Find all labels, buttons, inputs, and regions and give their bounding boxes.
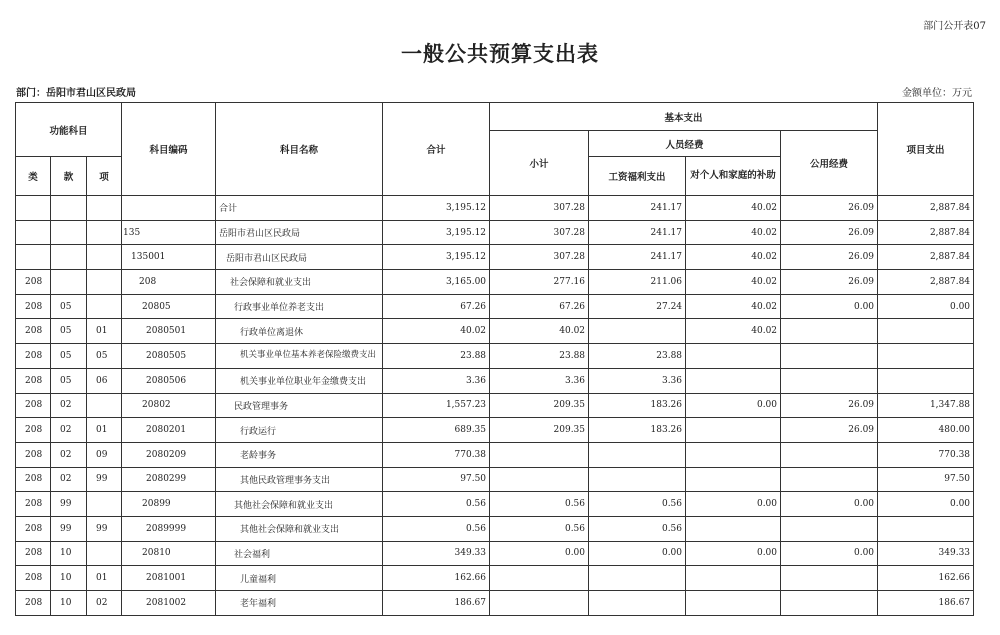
cell-total: 3,165.00 [383, 270, 490, 295]
cell-project: 1,347.88 [878, 393, 974, 418]
cell-xiang: 01 [87, 418, 122, 443]
cell-public: 26.09 [781, 418, 878, 443]
cell-subsidies: 40.02 [686, 270, 781, 295]
form-code: 部门公开表07 [923, 21, 986, 32]
cell-project: 186.67 [878, 591, 974, 616]
table-row [16, 220, 974, 245]
cell-wages: 183.26 [589, 393, 686, 418]
cell-public: 0.00 [781, 541, 878, 566]
header-basic: 基本支出 [490, 103, 878, 131]
header-personnel: 人员经费 [589, 131, 781, 157]
header-subtotal: 小计 [490, 131, 589, 196]
cell-name: 其他社会保障和就业支出 [216, 492, 383, 517]
table-row [16, 393, 974, 418]
cell-name: 岳阳市君山区民政局 [216, 245, 383, 270]
cell-project: 2,887.84 [878, 270, 974, 295]
cell-kuan: 05 [51, 368, 87, 393]
department-label: 部门：岳阳市君山区民政局 [16, 88, 136, 99]
cell-xiang [87, 245, 122, 270]
cell-project: 0.00 [878, 492, 974, 517]
cell-code: 20810 [122, 541, 216, 566]
cell-wages: 241.17 [589, 245, 686, 270]
cell-kuan: 05 [51, 319, 87, 344]
cell-subtotal: 3.36 [490, 368, 589, 393]
cell-total: 3.36 [383, 368, 490, 393]
header-project: 项目支出 [878, 103, 974, 196]
cell-wages [589, 442, 686, 467]
page-title: 一般公共预算支出表 [401, 42, 599, 66]
cell-kuan [51, 270, 87, 295]
table-row [16, 566, 974, 591]
cell-xiang [87, 220, 122, 245]
header-public: 公用经费 [781, 131, 878, 196]
cell-wages: 211.06 [589, 270, 686, 295]
cell-name: 老年福利 [216, 591, 383, 616]
cell-subsidies: 40.02 [686, 294, 781, 319]
cell-subtotal: 277.16 [490, 270, 589, 295]
cell-project: 2,887.84 [878, 196, 974, 221]
cell-code: 20802 [122, 393, 216, 418]
cell-kuan: 05 [51, 294, 87, 319]
cell-lei: 208 [16, 442, 51, 467]
cell-subtotal: 0.56 [490, 516, 589, 541]
cell-subsidies [686, 442, 781, 467]
cell-subtotal [490, 467, 589, 492]
cell-code: 20805 [122, 294, 216, 319]
cell-total: 97.50 [383, 467, 490, 492]
cell-kuan: 10 [51, 541, 87, 566]
cell-public: 26.09 [781, 270, 878, 295]
cell-code: 2081002 [122, 591, 216, 616]
cell-total: 162.66 [383, 566, 490, 591]
cell-subsidies: 40.02 [686, 245, 781, 270]
cell-total: 40.02 [383, 319, 490, 344]
cell-subsidies [686, 566, 781, 591]
cell-kuan [51, 245, 87, 270]
cell-subtotal [490, 591, 589, 616]
cell-wages: 3.36 [589, 368, 686, 393]
cell-public [781, 566, 878, 591]
cell-lei: 208 [16, 319, 51, 344]
cell-code: 2080201 [122, 418, 216, 443]
cell-lei [16, 245, 51, 270]
cell-code: 2080506 [122, 368, 216, 393]
expenditure-table [15, 102, 974, 616]
header-name: 科目名称 [216, 103, 383, 196]
cell-public: 26.09 [781, 196, 878, 221]
table-row [16, 294, 974, 319]
table-row [16, 270, 974, 295]
cell-project: 0.00 [878, 294, 974, 319]
table-row [16, 196, 974, 221]
cell-name: 社会福利 [216, 541, 383, 566]
cell-public [781, 368, 878, 393]
cell-name: 社会保障和就业支出 [216, 270, 383, 295]
table-row [16, 492, 974, 517]
cell-subsidies: 0.00 [686, 492, 781, 517]
cell-xiang: 01 [87, 319, 122, 344]
cell-lei: 208 [16, 393, 51, 418]
cell-code: 2081001 [122, 566, 216, 591]
header-total: 合计 [383, 103, 490, 196]
cell-code: 2080299 [122, 467, 216, 492]
cell-subtotal: 0.56 [490, 492, 589, 517]
cell-lei: 208 [16, 516, 51, 541]
cell-name: 儿童福利 [216, 566, 383, 591]
cell-xiang: 06 [87, 368, 122, 393]
cell-lei: 208 [16, 344, 51, 369]
cell-subsidies [686, 467, 781, 492]
cell-subtotal [490, 566, 589, 591]
cell-total: 1,557.23 [383, 393, 490, 418]
table-row [16, 319, 974, 344]
cell-project [878, 344, 974, 369]
cell-project [878, 368, 974, 393]
cell-kuan: 10 [51, 591, 87, 616]
cell-subsidies: 0.00 [686, 541, 781, 566]
cell-project [878, 516, 974, 541]
cell-xiang [87, 270, 122, 295]
cell-subsidies [686, 591, 781, 616]
cell-name: 机关事业单位基本养老保险缴费支出 [216, 344, 383, 369]
cell-public: 0.00 [781, 492, 878, 517]
cell-total: 67.26 [383, 294, 490, 319]
cell-subtotal: 307.28 [490, 245, 589, 270]
cell-name: 其他社会保障和就业支出 [216, 516, 383, 541]
cell-xiang: 01 [87, 566, 122, 591]
cell-wages [589, 591, 686, 616]
cell-kuan: 02 [51, 467, 87, 492]
cell-subsidies: 40.02 [686, 196, 781, 221]
cell-lei [16, 196, 51, 221]
cell-subsidies [686, 516, 781, 541]
cell-subsidies [686, 418, 781, 443]
table-row [16, 516, 974, 541]
cell-project: 480.00 [878, 418, 974, 443]
cell-xiang [87, 492, 122, 517]
header-xiang: 项 [87, 157, 122, 196]
table-row [16, 467, 974, 492]
cell-code: 2089999 [122, 516, 216, 541]
cell-xiang [87, 196, 122, 221]
cell-lei: 208 [16, 541, 51, 566]
cell-name: 岳阳市君山区民政局 [216, 220, 383, 245]
cell-kuan: 02 [51, 418, 87, 443]
cell-project: 349.33 [878, 541, 974, 566]
cell-total: 349.33 [383, 541, 490, 566]
cell-lei [16, 220, 51, 245]
cell-public: 26.09 [781, 220, 878, 245]
header-subsidies: 对个人和家庭的补助 [686, 157, 781, 196]
cell-code: 135 [122, 220, 216, 245]
cell-subtotal: 67.26 [490, 294, 589, 319]
cell-wages: 0.56 [589, 516, 686, 541]
cell-xiang [87, 294, 122, 319]
cell-wages: 27.24 [589, 294, 686, 319]
header-kuan: 款 [51, 157, 87, 196]
cell-lei: 208 [16, 368, 51, 393]
cell-lei: 208 [16, 418, 51, 443]
cell-project: 162.66 [878, 566, 974, 591]
cell-subtotal: 209.35 [490, 418, 589, 443]
cell-code [122, 196, 216, 221]
cell-xiang: 99 [87, 516, 122, 541]
cell-name: 民政管理事务 [216, 393, 383, 418]
header-func-subject: 功能科目 [16, 103, 122, 157]
cell-public [781, 591, 878, 616]
cell-subtotal: 307.28 [490, 196, 589, 221]
cell-code: 2080501 [122, 319, 216, 344]
cell-code: 2080209 [122, 442, 216, 467]
cell-total: 3,195.12 [383, 245, 490, 270]
table-row [16, 245, 974, 270]
cell-kuan: 05 [51, 344, 87, 369]
cell-subsidies: 40.02 [686, 220, 781, 245]
cell-total: 3,195.12 [383, 220, 490, 245]
cell-lei: 208 [16, 492, 51, 517]
cell-subsidies: 0.00 [686, 393, 781, 418]
cell-subtotal: 307.28 [490, 220, 589, 245]
table-row [16, 541, 974, 566]
cell-name: 行政事业单位养老支出 [216, 294, 383, 319]
cell-kuan [51, 220, 87, 245]
table-row [16, 368, 974, 393]
cell-subsidies [686, 368, 781, 393]
cell-subsidies [686, 344, 781, 369]
cell-total: 23.88 [383, 344, 490, 369]
cell-kuan: 10 [51, 566, 87, 591]
cell-total: 770.38 [383, 442, 490, 467]
cell-wages: 0.56 [589, 492, 686, 517]
cell-public [781, 442, 878, 467]
cell-total: 0.56 [383, 492, 490, 517]
cell-lei: 208 [16, 591, 51, 616]
table-row [16, 344, 974, 369]
cell-subtotal: 209.35 [490, 393, 589, 418]
cell-public [781, 467, 878, 492]
table-row [16, 442, 974, 467]
cell-public: 26.09 [781, 245, 878, 270]
cell-wages: 0.00 [589, 541, 686, 566]
cell-wages: 183.26 [589, 418, 686, 443]
cell-code: 2080505 [122, 344, 216, 369]
cell-project [878, 319, 974, 344]
cell-wages: 23.88 [589, 344, 686, 369]
cell-name: 行政运行 [216, 418, 383, 443]
cell-xiang: 09 [87, 442, 122, 467]
cell-code: 135001 [122, 245, 216, 270]
cell-xiang [87, 393, 122, 418]
cell-subtotal: 23.88 [490, 344, 589, 369]
cell-project: 2,887.84 [878, 220, 974, 245]
cell-subsidies: 40.02 [686, 319, 781, 344]
cell-name: 行政单位离退休 [216, 319, 383, 344]
cell-lei: 208 [16, 467, 51, 492]
cell-public: 0.00 [781, 294, 878, 319]
cell-kuan: 02 [51, 442, 87, 467]
cell-xiang: 05 [87, 344, 122, 369]
cell-total: 0.56 [383, 516, 490, 541]
cell-subtotal: 40.02 [490, 319, 589, 344]
unit-label: 金额单位：万元 [902, 88, 972, 99]
cell-wages [589, 467, 686, 492]
cell-name: 老龄事务 [216, 442, 383, 467]
header-lei: 类 [16, 157, 51, 196]
cell-code: 20899 [122, 492, 216, 517]
cell-wages [589, 319, 686, 344]
cell-kuan: 99 [51, 492, 87, 517]
header-code: 科目编码 [122, 103, 216, 196]
cell-name: 机关事业单位职业年金缴费支出 [216, 368, 383, 393]
cell-wages [589, 566, 686, 591]
cell-subtotal: 0.00 [490, 541, 589, 566]
cell-name: 合计 [216, 196, 383, 221]
table-row [16, 591, 974, 616]
cell-project: 770.38 [878, 442, 974, 467]
cell-subtotal [490, 442, 589, 467]
cell-wages: 241.17 [589, 196, 686, 221]
cell-xiang: 02 [87, 591, 122, 616]
cell-kuan [51, 196, 87, 221]
cell-kuan: 02 [51, 393, 87, 418]
cell-project: 2,887.84 [878, 245, 974, 270]
cell-project: 97.50 [878, 467, 974, 492]
cell-total: 186.67 [383, 591, 490, 616]
cell-name: 其他民政管理事务支出 [216, 467, 383, 492]
cell-lei: 208 [16, 566, 51, 591]
cell-total: 3,195.12 [383, 196, 490, 221]
cell-lei: 208 [16, 294, 51, 319]
cell-kuan: 99 [51, 516, 87, 541]
cell-code: 208 [122, 270, 216, 295]
cell-xiang: 99 [87, 467, 122, 492]
cell-public [781, 319, 878, 344]
cell-xiang [87, 541, 122, 566]
cell-public: 26.09 [781, 393, 878, 418]
cell-total: 689.35 [383, 418, 490, 443]
cell-lei: 208 [16, 270, 51, 295]
cell-wages: 241.17 [589, 220, 686, 245]
table-row [16, 418, 974, 443]
cell-public [781, 516, 878, 541]
cell-public [781, 344, 878, 369]
header-wages: 工资福利支出 [589, 157, 686, 196]
